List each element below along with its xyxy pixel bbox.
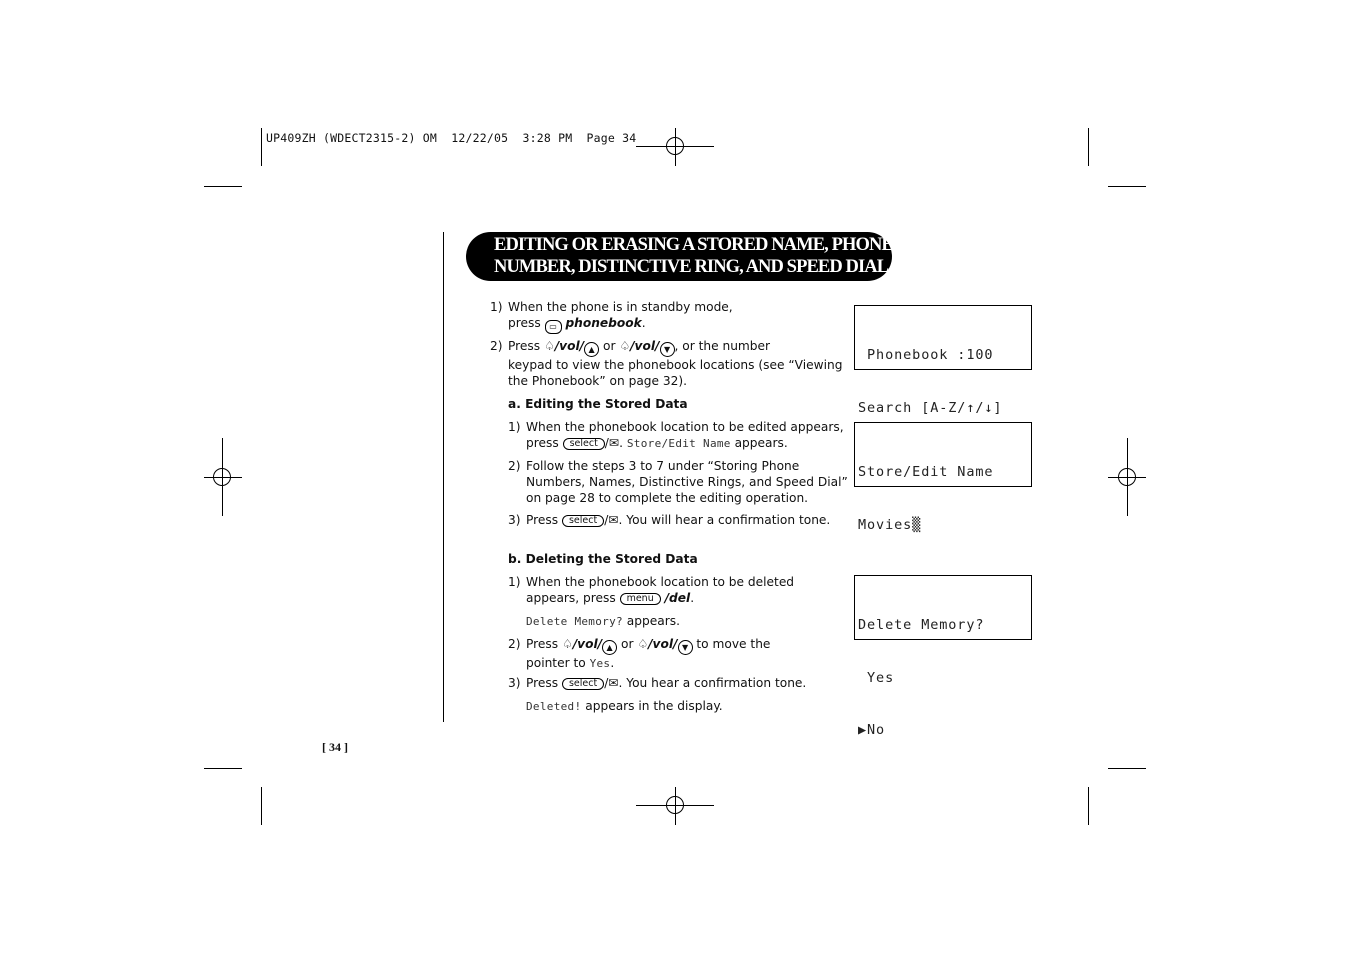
select-key-icon: select: [562, 678, 604, 690]
lcd-line: Delete Memory?: [858, 617, 985, 633]
crop-mark: [1108, 186, 1146, 187]
section-a-heading: a. Editing the Stored Data: [508, 397, 688, 411]
lcd-delete-memory-screen: [854, 575, 1032, 738]
section-b-heading: b. Deleting the Stored Data: [508, 552, 698, 566]
page-number: [ 34 ]: [322, 740, 348, 754]
crop-mark: [1088, 787, 1089, 825]
title-line-1: EDITING OR ERASING A STORED NAME, PHONE: [494, 235, 893, 255]
down-arrow-icon: ▼: [678, 640, 693, 655]
crop-mark: [204, 186, 242, 187]
up-arrow-icon: ▲: [602, 640, 617, 655]
column-rule: [443, 232, 444, 722]
menu-key-icon: menu: [620, 593, 661, 605]
print-slug: UP409ZH (WDECT2315-2) OM 12/22/05 3:28 PM Page 34: [266, 131, 637, 145]
crop-mark: [1108, 768, 1146, 769]
lcd-line: Phonebook :100: [858, 347, 994, 363]
ringer-icon: ♤: [619, 339, 631, 353]
lcd-store-edit-screen: [854, 422, 1032, 533]
lcd-phonebook-screen: [854, 305, 1032, 416]
delete-step-1-note: Delete Memory? appears.: [526, 614, 680, 628]
lcd-line: Movies▒: [858, 516, 922, 533]
crop-mark: [261, 128, 262, 166]
delete-step-3-note: Deleted! appears in the display.: [526, 699, 723, 713]
crop-mark: [204, 768, 242, 769]
lcd-line: ▶No: [858, 722, 886, 738]
select-key-icon: select: [562, 515, 604, 527]
crop-mark: [261, 787, 262, 825]
up-arrow-icon: ▲: [584, 342, 599, 357]
section-title: [466, 232, 892, 281]
ringer-icon: ♤: [637, 637, 649, 651]
title-line-2: NUMBER, DISTINCTIVE RING, AND SPEED DIAL: [494, 257, 889, 277]
envelope-icon: ✉: [608, 513, 619, 527]
ringer-icon: ♤: [561, 637, 573, 651]
crop-mark: [1088, 128, 1089, 166]
down-arrow-icon: ▼: [660, 342, 675, 357]
lcd-line: Store/Edit Name: [858, 464, 994, 480]
lcd-line: Search [A-Z/↑/↓]: [858, 399, 1003, 416]
envelope-icon: ✉: [608, 676, 619, 690]
lcd-line: Yes: [858, 669, 895, 686]
phonebook-key-icon: ▭: [545, 320, 562, 334]
ringer-icon: ♤: [543, 339, 555, 353]
envelope-icon: ✉: [608, 436, 620, 450]
select-key-icon: select: [563, 438, 605, 450]
